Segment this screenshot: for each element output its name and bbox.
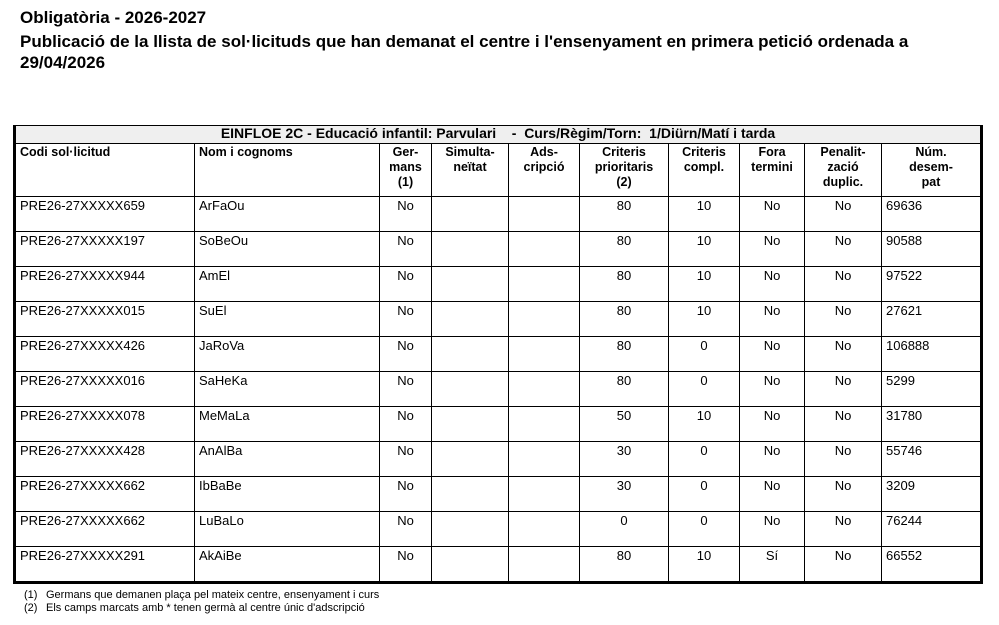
- table-row: [15, 547, 982, 583]
- col-num-desempat-cell: 76244: [882, 512, 982, 547]
- col-simultaneitat-cell: [432, 442, 509, 477]
- col-germans-cell: No: [380, 512, 432, 547]
- col-penalitzacio-cell: No: [805, 337, 882, 372]
- col-simultaneitat-header: Simulta- neïtat: [432, 144, 509, 197]
- table-row: [15, 477, 982, 512]
- col-fora-termini-cell: No: [740, 302, 805, 337]
- col-penalitzacio-cell: No: [805, 407, 882, 442]
- footnote-2: [24, 602, 365, 615]
- col-codi-cell: PRE26-27XXXXX015: [15, 302, 195, 337]
- col-codi-cell: PRE26-27XXXXX428: [15, 442, 195, 477]
- col-codi-cell: PRE26-27XXXXX016: [15, 372, 195, 407]
- footnote-number: (1): [24, 589, 38, 601]
- col-penalitzacio-header: Penalit- zació duplic.: [805, 144, 882, 197]
- col-num-desempat-cell: 69636: [882, 197, 982, 232]
- col-germans-cell: No: [380, 407, 432, 442]
- col-criteris-compl-cell: 10: [669, 197, 740, 232]
- col-codi-cell: PRE26-27XXXXX662: [15, 477, 195, 512]
- col-adscripcio-cell: [509, 407, 580, 442]
- col-fora-termini-cell: No: [740, 232, 805, 267]
- col-criteris-compl-header: Criteris compl.: [669, 144, 740, 197]
- col-codi-cell: PRE26-27XXXXX291: [15, 547, 195, 583]
- col-nom-cell: LuBaLo: [195, 512, 380, 547]
- col-nom-cell: SaHeKa: [195, 372, 380, 407]
- col-germans-cell: No: [380, 267, 432, 302]
- col-fora-termini-cell: Sí: [740, 547, 805, 583]
- col-criteris-compl-cell: 0: [669, 512, 740, 547]
- col-germans-cell: No: [380, 302, 432, 337]
- col-germans-cell: No: [380, 372, 432, 407]
- col-criteris-compl-cell: 0: [669, 337, 740, 372]
- col-num-desempat-cell: 66552: [882, 547, 982, 583]
- col-germans-cell: No: [380, 337, 432, 372]
- table-row: [15, 512, 982, 547]
- col-codi-cell: PRE26-27XXXXX662: [15, 512, 195, 547]
- col-adscripcio-cell: [509, 232, 580, 267]
- col-simultaneitat-cell: [432, 512, 509, 547]
- col-criteris-compl-cell: 10: [669, 302, 740, 337]
- col-nom-cell: ArFaOu: [195, 197, 380, 232]
- col-num-desempat-cell: 27621: [882, 302, 982, 337]
- col-penalitzacio-cell: No: [805, 267, 882, 302]
- col-criteris-compl-cell: 10: [669, 267, 740, 302]
- col-nom-cell: SoBeOu: [195, 232, 380, 267]
- col-adscripcio-cell: [509, 547, 580, 583]
- col-criteris-compl-cell: 10: [669, 547, 740, 583]
- col-num-desempat-cell: 106888: [882, 337, 982, 372]
- col-nom-cell: AmEl: [195, 267, 380, 302]
- table-row: [15, 267, 982, 302]
- footnote-text: Els camps marcats amb * tenen germà al centre únic d'adscripció: [46, 602, 365, 614]
- col-penalitzacio-cell: No: [805, 197, 882, 232]
- table-row: [15, 232, 982, 267]
- table-row: [15, 337, 982, 372]
- col-nom-cell: MeMaLa: [195, 407, 380, 442]
- col-simultaneitat-cell: [432, 197, 509, 232]
- col-penalitzacio-cell: No: [805, 372, 882, 407]
- footnote-1: [24, 589, 379, 602]
- col-criteris-prioritaris-cell: 80: [580, 267, 669, 302]
- col-simultaneitat-cell: [432, 547, 509, 583]
- col-criteris-compl-cell: 10: [669, 232, 740, 267]
- col-penalitzacio-cell: No: [805, 232, 882, 267]
- col-simultaneitat-cell: [432, 302, 509, 337]
- col-codi-cell: PRE26-27XXXXX659: [15, 197, 195, 232]
- col-simultaneitat-cell: [432, 372, 509, 407]
- col-simultaneitat-cell: [432, 337, 509, 372]
- col-criteris-prioritaris-cell: 30: [580, 442, 669, 477]
- col-adscripcio-cell: [509, 337, 580, 372]
- col-penalitzacio-cell: No: [805, 547, 882, 583]
- col-penalitzacio-cell: No: [805, 442, 882, 477]
- col-num-desempat-cell: 55746: [882, 442, 982, 477]
- col-criteris-prioritaris-cell: 80: [580, 232, 669, 267]
- col-nom-cell: JaRoVa: [195, 337, 380, 372]
- footnote-number: (2): [24, 602, 38, 614]
- col-criteris-prioritaris-cell: 0: [580, 512, 669, 547]
- col-adscripcio-cell: [509, 372, 580, 407]
- col-penalitzacio-cell: No: [805, 477, 882, 512]
- col-germans-header: Ger- mans (1): [380, 144, 432, 197]
- col-nom-cell: SuEl: [195, 302, 380, 337]
- col-criteris-compl-cell: 0: [669, 477, 740, 512]
- col-codi-cell: PRE26-27XXXXX426: [15, 337, 195, 372]
- col-germans-cell: No: [380, 442, 432, 477]
- col-fora-termini-cell: No: [740, 197, 805, 232]
- col-codi-cell: PRE26-27XXXXX944: [15, 267, 195, 302]
- table-row: [15, 372, 982, 407]
- col-codi-cell: PRE26-27XXXXX197: [15, 232, 195, 267]
- col-num-desempat-cell: 90588: [882, 232, 982, 267]
- col-num-desempat-header: Núm. desem- pat: [882, 144, 982, 197]
- col-num-desempat-cell: 31780: [882, 407, 982, 442]
- col-nom-header: Nom i cognoms: [195, 144, 380, 197]
- col-germans-cell: No: [380, 197, 432, 232]
- col-adscripcio-cell: [509, 442, 580, 477]
- col-criteris-prioritaris-cell: 30: [580, 477, 669, 512]
- table-row: [15, 407, 982, 442]
- col-adscripcio-cell: [509, 512, 580, 547]
- col-fora-termini-cell: No: [740, 477, 805, 512]
- col-codi-header: Codi sol·licitud: [15, 144, 195, 197]
- col-criteris-prioritaris-cell: 80: [580, 302, 669, 337]
- col-nom-cell: AnAlBa: [195, 442, 380, 477]
- page-subheading: Publicació de la llista de sol·licituds que han demanat el centre i l'ensenyament en primera petició ordenada a 29/04/2026: [20, 32, 909, 72]
- col-germans-cell: No: [380, 232, 432, 267]
- col-simultaneitat-cell: [432, 407, 509, 442]
- applications-table: [13, 125, 983, 584]
- col-fora-termini-cell: No: [740, 512, 805, 547]
- col-germans-cell: No: [380, 477, 432, 512]
- col-simultaneitat-cell: [432, 267, 509, 302]
- col-nom-cell: AkAiBe: [195, 547, 380, 583]
- col-fora-termini-cell: No: [740, 267, 805, 302]
- col-criteris-prioritaris-cell: 80: [580, 337, 669, 372]
- col-criteris-compl-cell: 10: [669, 407, 740, 442]
- col-criteris-prioritaris-cell: 80: [580, 547, 669, 583]
- col-adscripcio-cell: [509, 477, 580, 512]
- col-codi-cell: PRE26-27XXXXX078: [15, 407, 195, 442]
- table-row: [15, 442, 982, 477]
- page-heading: Obligatòria - 2026-2027: [20, 8, 207, 27]
- footnote-text: Germans que demanen plaça pel mateix centre, ensenyament i curs: [46, 589, 380, 601]
- col-num-desempat-cell: 97522: [882, 267, 982, 302]
- col-criteris-prioritaris-cell: 50: [580, 407, 669, 442]
- col-adscripcio-header: Ads- cripció: [509, 144, 580, 197]
- col-fora-termini-header: Fora termini: [740, 144, 805, 197]
- col-penalitzacio-cell: No: [805, 302, 882, 337]
- col-num-desempat-cell: 3209: [882, 477, 982, 512]
- col-criteris-prioritaris-cell: 80: [580, 372, 669, 407]
- col-fora-termini-cell: No: [740, 442, 805, 477]
- col-adscripcio-cell: [509, 302, 580, 337]
- col-fora-termini-cell: No: [740, 407, 805, 442]
- table-title: EINFLOE 2C - Educació infantil: Parvulari - Curs/Règim/Torn: 1/Diürn/Matí i tarda: [15, 126, 982, 144]
- table-row: [15, 302, 982, 337]
- col-simultaneitat-cell: [432, 232, 509, 267]
- col-germans-cell: No: [380, 547, 432, 583]
- col-adscripcio-cell: [509, 267, 580, 302]
- col-adscripcio-cell: [509, 197, 580, 232]
- col-nom-cell: IbBaBe: [195, 477, 380, 512]
- col-fora-termini-cell: No: [740, 372, 805, 407]
- col-criteris-prioritaris-cell: 80: [580, 197, 669, 232]
- table-row: [15, 197, 982, 232]
- col-criteris-prioritaris-header: Criteris prioritaris (2): [580, 144, 669, 197]
- col-num-desempat-cell: 5299: [882, 372, 982, 407]
- col-simultaneitat-cell: [432, 477, 509, 512]
- col-criteris-compl-cell: 0: [669, 372, 740, 407]
- col-criteris-compl-cell: 0: [669, 442, 740, 477]
- col-penalitzacio-cell: No: [805, 512, 882, 547]
- col-fora-termini-cell: No: [740, 337, 805, 372]
